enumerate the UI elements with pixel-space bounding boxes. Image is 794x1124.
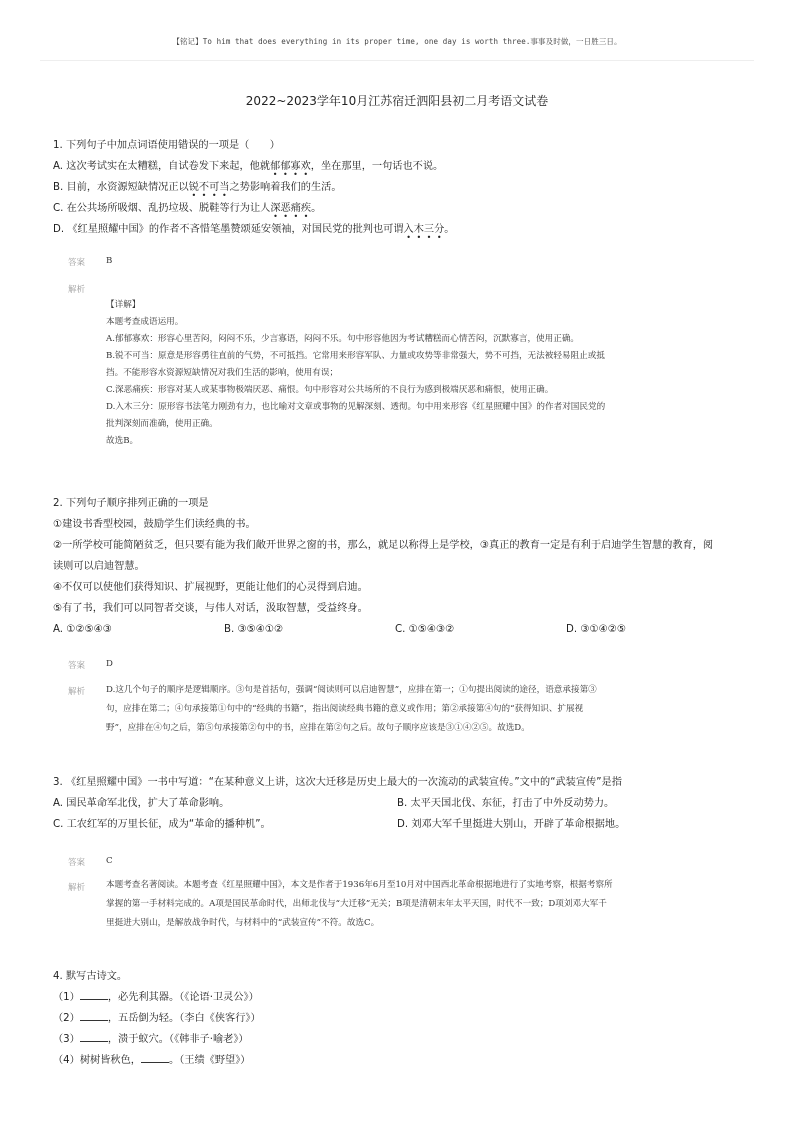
dotted-char: 不 [198, 182, 210, 193]
dotted-char: 郁 [280, 161, 291, 172]
analysis-text [106, 681, 748, 738]
item-text: 树树皆秋色， [79, 1055, 141, 1066]
question-3-options-row-2 [53, 814, 754, 835]
question-1-option-b [53, 177, 754, 198]
option-text: 之势影响着我们的生活。 [229, 182, 342, 193]
option-a: A. ①②⑤④③ [53, 624, 112, 635]
item-text: ，五岳倒为轻。（李白《侠客行》） [107, 1013, 261, 1024]
analysis-line: 挡。不能形容水资源短缺情况对我们生活的影响，使用有误； [106, 368, 339, 378]
option-c: C. ①⑤④③② [395, 624, 455, 635]
analysis-line: 【详解】 [106, 300, 141, 310]
analysis-line: 掌握的第一手材料完成的。A项是国民革命时代，出师北伐与“大迁移”无关；B项是清朝末年太平天国，时代不一致；D项刘邓大军千 [106, 899, 607, 909]
question-1-option-a [53, 156, 754, 177]
answer-label: 答案 [68, 661, 86, 671]
page-header-motto: 【铭记】To him that does everything in its proper time, one day is worth three.事事及时做，一日胜三日。 [172, 37, 622, 46]
header-divider [40, 60, 754, 61]
analysis-label: 解析 [68, 285, 86, 295]
dotted-char: 入 [403, 224, 414, 235]
option-text: ，坐在那里，一句话也不说。 [310, 161, 444, 172]
item-text: ，必先利其器。（《论语·卫灵公》） [107, 992, 259, 1003]
dotted-char: 当 [219, 182, 230, 193]
analysis-line: A.郁郁寡欢：形容心里苦闷，闷闷不乐，少言寡语，闷闷不乐。句中形容他因为考试糟糕而心情苦闷，沉默寡言，使用正确。 [106, 334, 580, 344]
question-3 [53, 772, 754, 835]
dotted-char: 深 [270, 203, 281, 214]
analysis-line: B.锐不可当：原意是形容勇往直前的气势，不可抵挡。它常用来形容军队、力量或攻势等非常强大，势不可挡，无法被轻易阻止或抵 [106, 351, 605, 361]
question-4 [53, 966, 754, 1071]
analysis-line: 批判深刻而准确，使用正确。 [106, 419, 218, 429]
dotted-char: 郁 [270, 161, 281, 172]
dotted-char: 分 [434, 224, 445, 235]
item-text: 。（王绩《野望》） [168, 1055, 251, 1066]
option-d: D. ③①④②⑤ [566, 624, 626, 635]
option-c: C. 工农红军的万里长征，成为“革命的播种机”。 [53, 819, 271, 830]
question-2-sentence: 读则可以启迪智慧。 [53, 561, 145, 572]
analysis-text [106, 297, 748, 450]
dotted-char: 木 [413, 224, 424, 235]
dotted-char: 痛 [290, 203, 301, 214]
analysis-line: 野”，应排在④句之后，第⑤句承接第②句中的书，应排在第②句之后。故句子顺序应该是③①④②⑤。故选D。 [106, 723, 530, 733]
option-text: 。 [311, 203, 322, 214]
question-1-option-c [53, 198, 754, 219]
item-number: （2） [53, 1013, 80, 1024]
analysis-line: 句，应排在第二；④句承接第①句中的“经典的书籍”，指出阅读经典书籍的意义或作用；第②承接第④句的“获得知识、扩展视 [106, 704, 584, 714]
analysis-line: 里挺进大别山，是解放战争时代，与材料中的“武装宣传”不符。故选C。 [106, 918, 380, 928]
option-text: A. 这次考试实在太糟糕，自试卷发下来起，他就 [53, 161, 271, 172]
question-2-sentence: ②一所学校可能简陋贫乏，但只要有能为我们敞开世界之窗的书，那么，就足以称得上是学校，③真正的教育一定是有利于启迪学生智慧的教育，阅 [53, 540, 714, 551]
option-text: C. 在公共场所吸烟、乱扔垃圾、脱鞋等行为让人 [53, 203, 271, 214]
analysis-line: 故选B。 [106, 436, 139, 446]
item-number: （1） [53, 992, 80, 1003]
question-1-option-d [53, 219, 754, 240]
question-2-sentence: ⑤有了书，我们可以同智者交谈，与伟人对话，汲取智慧，受益终身。 [53, 603, 368, 614]
option-d: D. 刘邓大军千里挺进大别山，开辟了革命根据地。 [397, 819, 626, 830]
question-4-item-2 [53, 1008, 754, 1029]
option-a: A. 国民革命军北伐，扩大了革命影响。 [53, 798, 230, 809]
answer-label: 答案 [68, 258, 86, 268]
question-2-options [53, 619, 754, 640]
analysis-line: D.这几个句子的顺序是逻辑顺序。③句是首括句，强调“阅读则可以启迪智慧”，应排在第一；①句提出阅读的途径，语意承接第③ [106, 685, 597, 695]
fill-blank[interactable] [80, 1031, 108, 1042]
fill-blank[interactable] [80, 1010, 108, 1021]
question-3-stem: 3. 《红星照耀中国》一书中写道：“在某种意义上讲，这次大迁移是历史上最大的一次流动的武装宣传。”文中的“武装宣传”是指 [53, 777, 622, 788]
question-2-sentence: ④不仅可以使他们获得知识、扩展视野，更能让他们的心灵得到启迪。 [53, 582, 368, 593]
dotted-char: 三 [423, 224, 435, 235]
dotted-char: 欢 [300, 161, 311, 172]
dotted-char: 疾 [300, 203, 312, 214]
analysis-line: D.入木三分：原形容书法笔力刚劲有力，也比喻对文章或事物的见解深刻、透彻。句中用来形容《红星照耀中国》的作者对国民党的 [106, 402, 606, 412]
option-text: B. 目前，水资源短缺情况正以 [53, 182, 189, 193]
question-4-item-3 [53, 1029, 754, 1050]
question-2-sentence: ①建设书香型校园，鼓励学生们读经典的书。 [53, 519, 256, 530]
dotted-char: 恶 [280, 203, 291, 214]
question-4-item-4 [53, 1050, 754, 1071]
item-number: （4） [53, 1055, 80, 1066]
analysis-label: 解析 [68, 883, 86, 893]
option-b: B. 太平天国北伐、东征，打击了中外反动势力。 [397, 798, 615, 809]
answer-value: C [106, 856, 113, 866]
item-text: ，溃于蚁穴。（《韩非子·喻老》） [107, 1034, 249, 1045]
item-number: （3） [53, 1034, 80, 1045]
analysis-label: 解析 [68, 687, 86, 697]
question-1 [53, 135, 754, 240]
question-2-stem: 2. 下列句子顺序排列正确的一项是 [53, 498, 209, 509]
option-text: D. 《红星照耀中国》的作者不吝惜笔墨赞颂延安领袖，对国民党的批判也可谓 [53, 224, 404, 235]
answer-value: D [106, 659, 113, 669]
analysis-line: C.深恶痛疾：形容对某人或某事物极端厌恶、痛恨。句中形容对公共场所的不良行为感到极端厌恶和痛恨，使用正确。 [106, 385, 554, 395]
dotted-word [189, 182, 230, 193]
analysis-line: 本题考查成语运用。 [106, 317, 184, 327]
fill-blank[interactable] [141, 1052, 169, 1063]
option-b: B. ③⑤④①② [224, 624, 284, 635]
question-3-options-row-1 [53, 793, 754, 814]
option-text: 。 [444, 224, 455, 235]
dotted-char: 寡 [290, 161, 301, 172]
fill-blank[interactable] [80, 989, 108, 1000]
analysis-line: 本题考查名著阅读。本题考查《红星照耀中国》，本文是作者于1936年6月至10月对中国西北革命根据地进行了实地考察，根据考察所 [106, 880, 613, 890]
dotted-word [404, 224, 445, 235]
analysis-text [106, 876, 748, 933]
dotted-char: 可 [209, 182, 220, 193]
dotted-char: 锐 [188, 182, 199, 193]
dotted-word [270, 203, 311, 214]
question-4-stem: 4. 默写古诗文。 [53, 971, 128, 982]
answer-value: B [106, 256, 113, 266]
question-4-item-1 [53, 987, 754, 1008]
question-2 [53, 493, 754, 640]
answer-label: 答案 [68, 858, 86, 868]
question-1-stem: 1. 下列句子中加点词语使用错误的一项是（ ） [53, 140, 280, 151]
page-title: 2022~2023学年10月江苏宿迁泗阳县初二月考语文试卷 [245, 94, 549, 108]
dotted-word [270, 161, 311, 172]
